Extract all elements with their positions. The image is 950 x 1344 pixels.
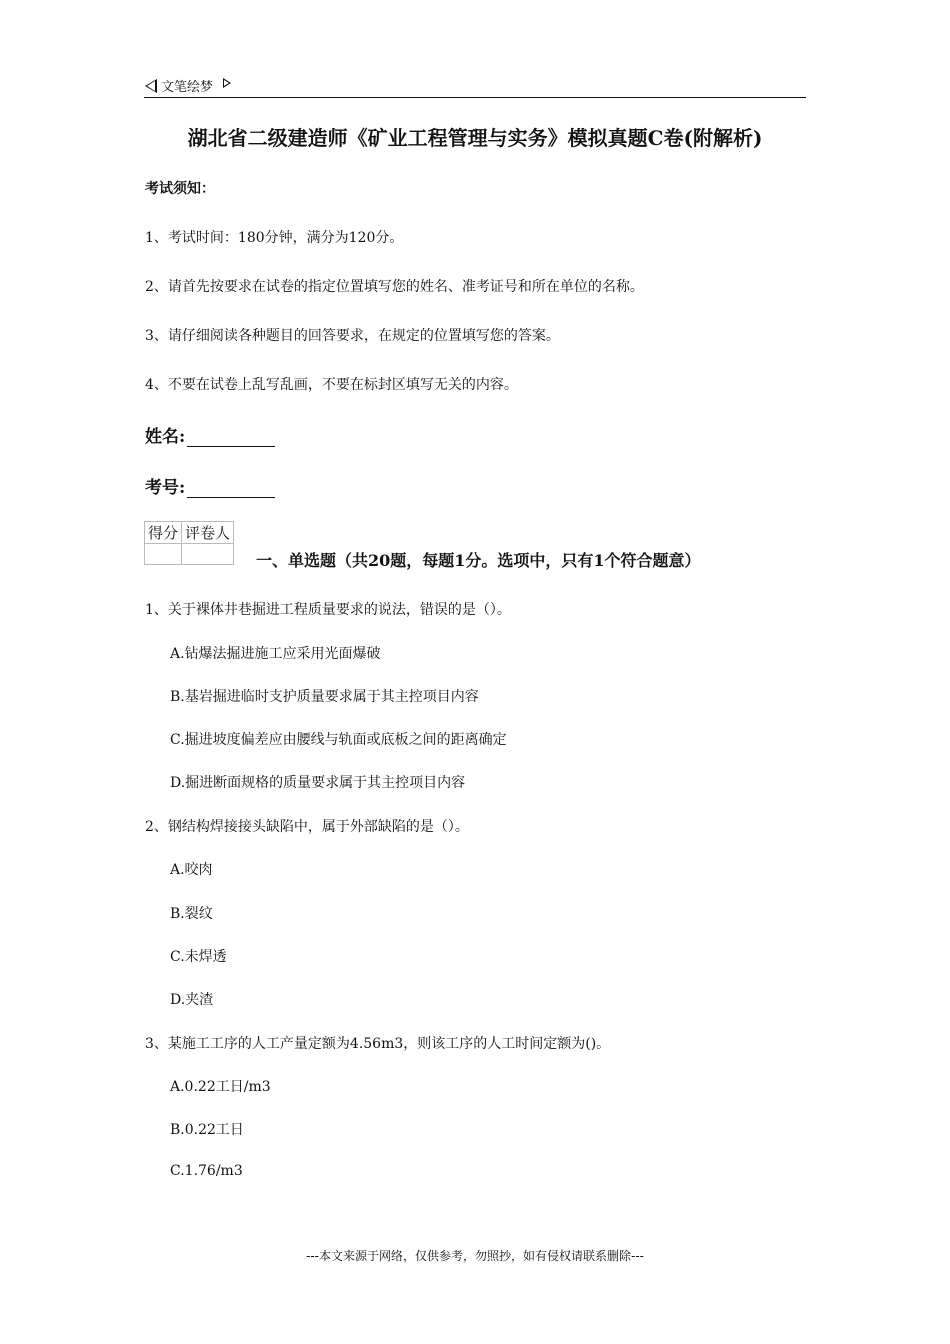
question-option: A.钻爆法掘进施工应采用光面爆破 [170,646,381,662]
notice-heading: 考试须知： [145,181,215,197]
notice-item: 2、请首先按要求在试卷的指定位置填写您的姓名、准考证号和所在单位的名称。 [145,279,644,295]
section-title: 一、单选题（共20题，每题1分。选项中，只有1个符合题意） [256,551,701,570]
id-blank[interactable] [187,479,275,498]
question-option: C.未焊透 [170,949,227,965]
question-option: D.夹渣 [170,992,214,1008]
question-option: C.1.76/m3 [170,1163,243,1179]
notice-item: 4、不要在试卷上乱写乱画，不要在标封区填写无关的内容。 [145,377,518,393]
name-field [145,422,275,447]
id-label: 考号: [145,478,186,498]
question-stem: 1、关于裸体井巷掘进工程质量要求的说法，错误的是（）。 [145,602,511,618]
page-footer: ---本文来源于网络，仅供参考，勿照抄，如有侵权请联系删除--- [306,1249,644,1263]
id-field [145,473,275,498]
question-stem: 3、某施工工序的人工产量定额为4.56m3，则该工序的人工时间定额为()。 [145,1036,611,1052]
question-option: A.咬肉 [170,862,213,878]
question-option: B.基岩掘进临时支护质量要求属于其主控项目内容 [170,689,479,705]
triangle-left-icon [145,79,157,93]
notice-item: 3、请仔细阅读各种题目的回答要求，在规定的位置填写您的答案。 [145,328,560,344]
question-option: B.裂纹 [170,906,213,922]
question-stem: 2、钢结构焊接接头缺陷中，属于外部缺陷的是（）。 [145,819,469,835]
score-header: 得分 [145,522,182,544]
page-title: 湖北省二级建造师《矿业工程管理与实务》模拟真题C卷(附解析) [187,126,763,150]
question-option: C.掘进坡度偏差应由腰线与轨面或底板之间的距离确定 [170,732,507,748]
score-table [144,521,234,565]
name-label: 姓名: [145,427,186,447]
name-blank[interactable] [187,428,275,447]
page-header [145,76,231,95]
question-option: D.掘进断面规格的质量要求属于其主控项目内容 [170,775,466,791]
header-rule [144,97,806,98]
notice-item: 1、考试时间：180分钟，满分为120分。 [145,230,404,246]
grader-header: 评卷人 [182,522,234,544]
score-cell[interactable] [145,544,182,565]
header-brand: 文笔绘梦 [161,80,214,95]
triangle-right-icon [223,78,231,88]
grader-cell[interactable] [182,544,234,565]
question-option: B.0.22工日 [170,1122,244,1138]
question-option: A.0.22工日/m3 [170,1079,271,1095]
